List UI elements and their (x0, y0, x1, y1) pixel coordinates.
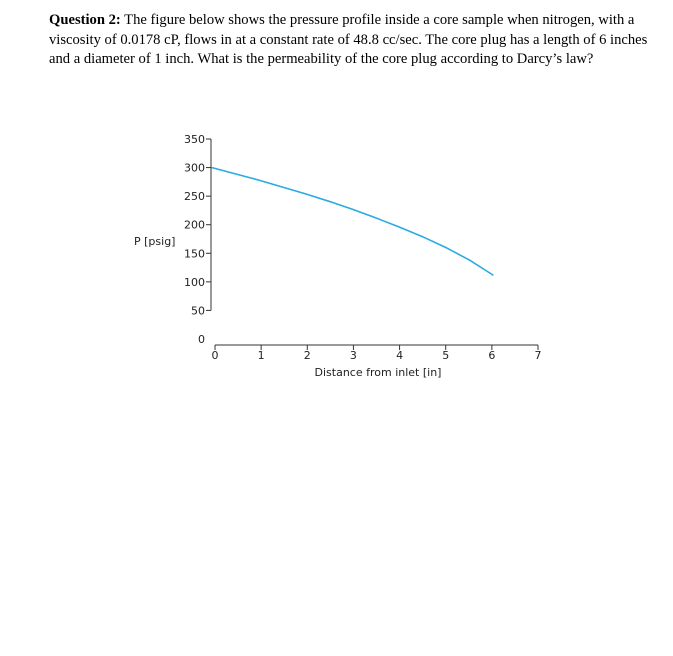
x-tick-label: 3 (349, 349, 357, 362)
x-tick-label: 1 (257, 349, 265, 362)
y-tick-label: 0 (198, 333, 205, 346)
question-label: Question 2: (49, 12, 121, 28)
pressure-series-line (212, 168, 493, 275)
series-group (212, 168, 493, 275)
x-tick-label: 2 (303, 349, 311, 362)
y-tick-label: 300 (184, 161, 205, 175)
x-axis-label: Distance from inlet [in] (314, 366, 442, 379)
y-axis (184, 133, 211, 346)
y-axis-label: P [psig] (134, 235, 176, 248)
x-tick-label: 6 (488, 349, 496, 362)
y-tick-label: 200 (184, 218, 205, 232)
x-tick-label: 4 (396, 349, 404, 362)
y-tick-label: 50 (191, 304, 205, 318)
x-tick-label: 0 (211, 349, 219, 362)
y-tick-label: 350 (184, 133, 205, 146)
x-axis (212, 345, 542, 362)
question-body: The figure below shows the pressure profile inside a core sample when nitrogen, with a viscosity of 0.0178 cP, flows in at a constant rate of 48.8 cc/sec. The core plug has a length of 6 inches and a diameter of 1 inch. What is the permeability of the core plug according to Darcy’s law? (49, 12, 648, 67)
y-tick-label: 250 (184, 190, 205, 204)
x-tick-label: 5 (442, 349, 450, 362)
y-tick-label: 150 (184, 247, 205, 261)
y-tick-label: 100 (184, 275, 205, 289)
x-tick-label: 7 (534, 349, 542, 362)
